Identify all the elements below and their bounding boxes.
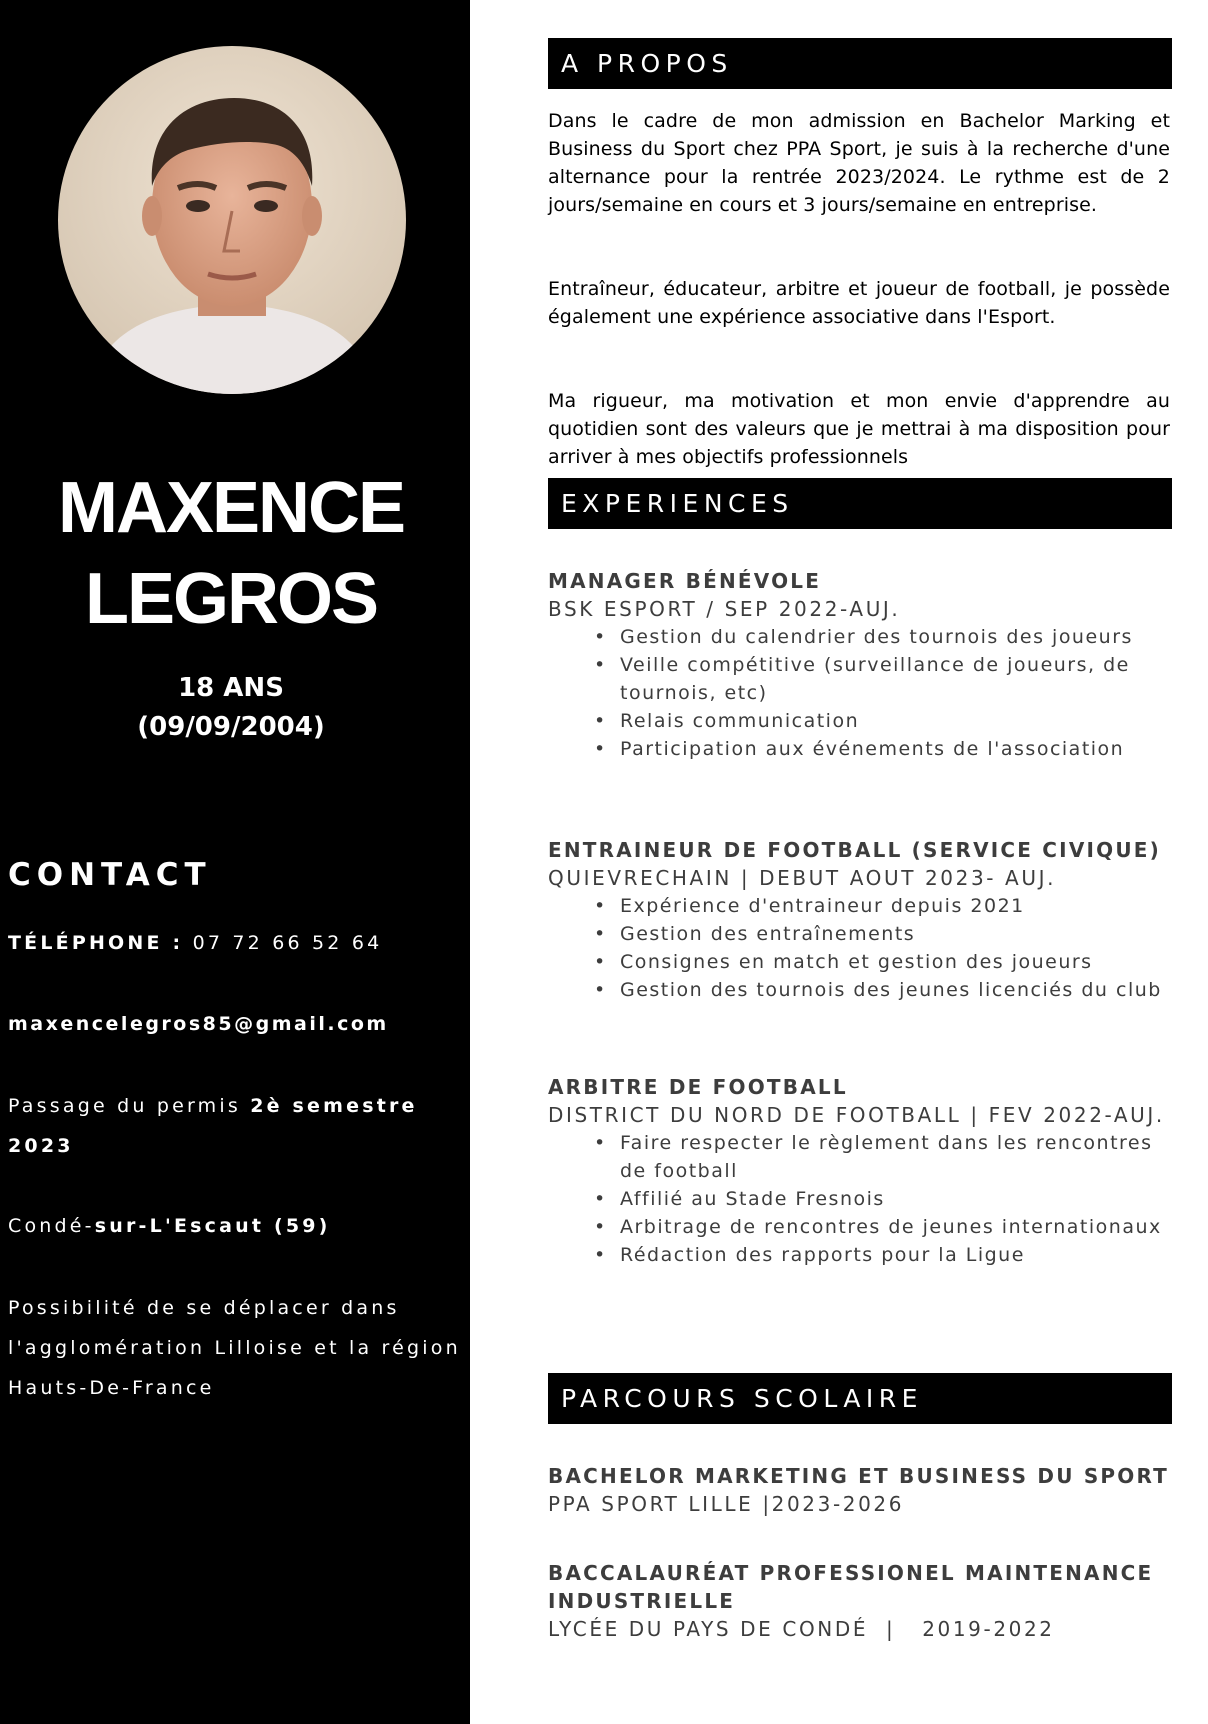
experience-bullets [548, 1129, 1172, 1269]
mobility-text: Possibilité de se déplacer dans l'agglomération Lilloise et la région Hauts-De-France [8, 1297, 461, 1399]
experience-subtitle: QUIEVRECHAIN | DEBUT AOUT 2023- AUJ. [548, 866, 1057, 890]
experience-subtitle: DISTRICT DU NORD DE FOOTBALL | FEV 2022-AUJ. [548, 1103, 1165, 1127]
sidebar [0, 0, 470, 1724]
last-name: LEGROS [84, 559, 378, 639]
education-subtitle: LYCÉE DU PAYS DE CONDÉ | 2019-2022 [548, 1617, 1055, 1641]
phone-label: TÉLÉPHONE : [8, 932, 184, 954]
list-item: • Arbitrage de rencontres de jeunes internationaux [620, 1213, 1172, 1241]
experience-bullets [548, 892, 1172, 1004]
about-paragraph: Dans le cadre de mon admission en Bachelor Marking et Business du Sport chez PPA Sport, je suis à la recherche d'une alternance pour la rentrée 2023/2024. Le rythme est de 2 jours/semaine en cours et 3 jours/semaine en entreprise. [548, 110, 1170, 216]
phone-line [8, 923, 463, 963]
first-name: MAXENCE [57, 468, 405, 548]
age: 18 ANS [178, 673, 284, 703]
city-line [8, 1206, 463, 1246]
license-value: 2è semestre 2023 [8, 1095, 418, 1157]
profile-photo [58, 46, 406, 394]
list-item: • Veille compétitive (surveillance de joueurs, de tournois, etc) [620, 651, 1172, 707]
experience-title: ENTRAINEUR DE FOOTBALL (SERVICE CIVIQUE) [548, 838, 1161, 862]
education-item [548, 1462, 1172, 1518]
city-prefix: Condé- [8, 1215, 95, 1237]
experiences-heading: EXPERIENCES [548, 478, 1172, 529]
list-item: • Affilié au Stade Fresnois [620, 1185, 1172, 1213]
birthdate: (09/09/2004) [137, 712, 325, 742]
license-line [8, 1086, 463, 1166]
experience-item [548, 836, 1172, 1004]
education-item [548, 1559, 1172, 1643]
city-value: sur-L'Escaut (59) [94, 1215, 331, 1237]
contact-heading: CONTACT [8, 857, 212, 893]
list-item: • Consignes en match et gestion des joueurs [620, 948, 1172, 976]
list-item: • Gestion des entraînements [620, 920, 1172, 948]
experience-subtitle: BSK ESPORT / SEP 2022-AUJ. [548, 597, 901, 621]
experience-bullets [548, 623, 1172, 763]
license-prefix: Passage du permis [8, 1095, 241, 1117]
education-title: BACHELOR MARKETING ET BUSINESS DU SPORT [548, 1464, 1170, 1488]
experience-title: MANAGER BÉNÉVOLE [548, 569, 822, 593]
education-subtitle: PPA SPORT LILLE |2023-2026 [548, 1492, 905, 1516]
phone-value[interactable]: 07 72 66 52 64 [192, 932, 383, 954]
about-heading: A PROPOS [548, 38, 1172, 89]
list-item: • Gestion des tournois des jeunes licenciés du club [620, 976, 1172, 1004]
experience-item [548, 567, 1172, 763]
about-paragraph: Ma rigueur, ma motivation et mon envie d'apprendre au quotidien sont des valeurs que je mettrai à ma disposition pour arriver à mes objectifs professionnels [548, 390, 1170, 468]
list-item: • Rédaction des rapports pour la Ligue [620, 1241, 1172, 1269]
portrait-photo-icon [58, 46, 406, 394]
list-item: • Expérience d'entraineur depuis 2021 [620, 892, 1172, 920]
list-item: • Relais communication [620, 707, 1172, 735]
list-item: • Participation aux événements de l'association [620, 735, 1172, 763]
education-heading: PARCOURS SCOLAIRE [548, 1373, 1172, 1424]
list-item: • Faire respecter le règlement dans les rencontres de football [620, 1129, 1172, 1185]
about-paragraph: Entraîneur, éducateur, arbitre et joueur de football, je possède également une expérience associative dans l'Esport. [548, 278, 1170, 328]
experience-title: ARBITRE DE FOOTBALL [548, 1075, 848, 1099]
experience-item [548, 1073, 1172, 1269]
list-item: • Gestion du calendrier des tournois des joueurs [620, 623, 1172, 651]
email-link[interactable]: maxencelegros85@gmail.com [8, 1013, 389, 1035]
education-title: BACCALAURÉAT PROFESSIONEL MAINTENANCE INDUSTRIELLE [548, 1561, 1154, 1613]
